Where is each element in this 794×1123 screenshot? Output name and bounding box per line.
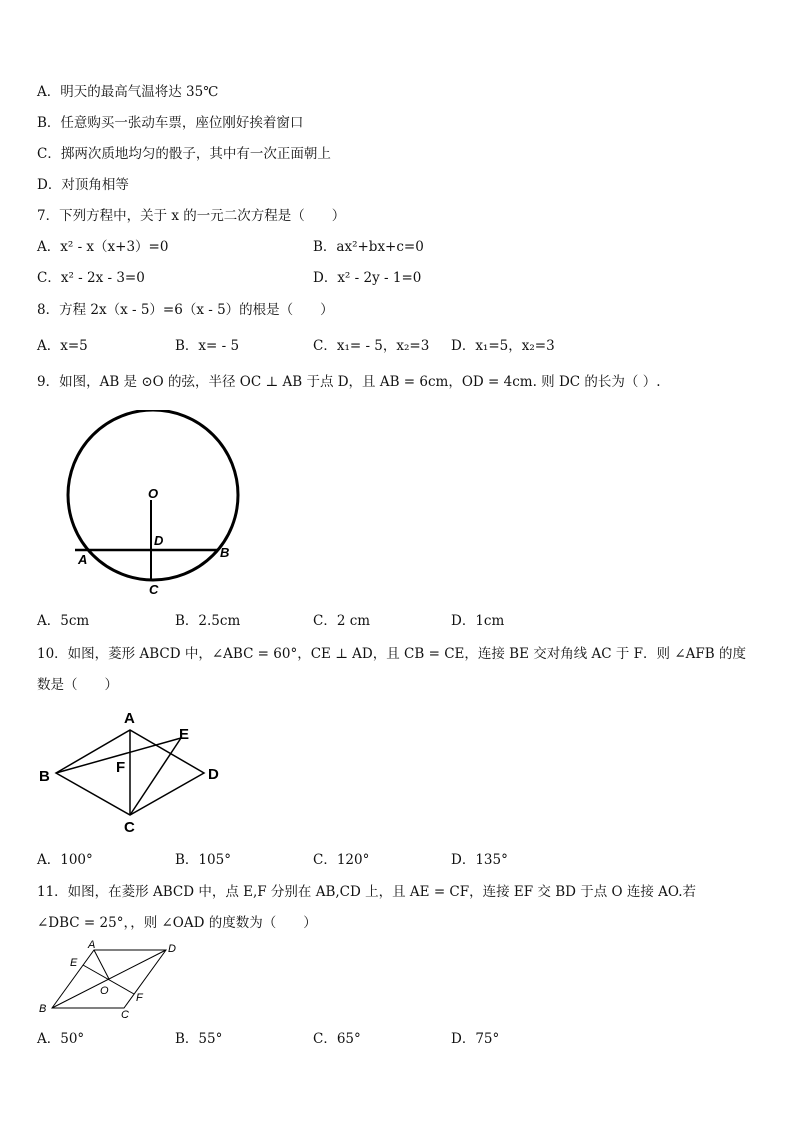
q10-stem-line-1: 10．如图，菱形 ABCD 中，∠ABC = 60°，CE ⊥ AD，且 CB = CE，连接 BE 交对角线 AC 于 F．则 ∠AFB 的度 xyxy=(37,646,746,662)
q9-option-c: C．2 cm xyxy=(313,613,371,629)
q6-option-c: C．掷两次质地均匀的骰子，其中有一次正面朝上 xyxy=(37,146,331,162)
q6-option-d: D．对顶角相等 xyxy=(37,177,129,193)
q9-label-a: A xyxy=(78,552,88,567)
q11-stem-line-2: ∠DBC = 25°，，则 ∠OAD 的度数为（ ） xyxy=(37,915,317,931)
q10-label-a: A xyxy=(124,710,135,727)
q8-option-c: C．x₁= - 5，x₂=3 xyxy=(313,338,430,354)
q7-option-d: D．x² - 2y - 1=0 xyxy=(313,270,422,286)
q10-option-a: A．100° xyxy=(37,852,93,868)
q9-option-a: A．5cm xyxy=(37,613,90,629)
q7-option-a: A．x² - x（x+3）=0 xyxy=(37,239,169,255)
q10-option-b: B．105° xyxy=(175,852,231,868)
q11-stem-line-1: 11．如图，在菱形 ABCD 中，点 E,F 分别在 AB,CD 上，且 AE = CF，连接 EF 交 BD 于点 O 连接 AO.若 xyxy=(37,884,697,900)
q10-label-f: F xyxy=(116,759,126,776)
q9-circle-figure xyxy=(60,410,260,600)
q7-option-c: C．x² - 2x - 3=0 xyxy=(37,270,145,286)
q6-option-b: B．任意购买一张动车票，座位刚好挨着窗口 xyxy=(37,115,304,131)
q10-option-d: D．135° xyxy=(451,852,508,868)
q8-option-d: D．x₁=5，x₂=3 xyxy=(451,338,555,354)
q11-option-a: A．50° xyxy=(37,1031,85,1047)
q11-segment-ao xyxy=(94,950,109,979)
q9-stem: 9．如图，AB 是 ⊙O 的弦，半径 OC ⊥ AB 于点 D，且 AB = 6cm，OD = 4cm. 则 DC 的长为（ ）. xyxy=(37,374,661,390)
q10-stem-line-2: 数是（ ） xyxy=(37,677,118,693)
q11-rhombus-figure xyxy=(36,938,186,1020)
q9-label-d: D xyxy=(154,533,164,548)
q6-option-a: A．明天的最高气温将达 35℃ xyxy=(37,84,219,100)
q9-label-b: B xyxy=(220,545,230,560)
q10-label-b: B xyxy=(39,768,50,785)
q8-stem: 8．方程 2x（x - 5）=6（x - 5）的根是（ ） xyxy=(37,302,334,318)
q10-option-c: C．120° xyxy=(313,852,370,868)
q9-label-c: C xyxy=(149,582,159,597)
q9-option-b: B．2.5cm xyxy=(175,613,241,629)
q8-option-b: B．x= - 5 xyxy=(175,338,240,354)
q7-option-b: B．ax²+bx+c=0 xyxy=(313,239,424,255)
q8-option-a: A．x=5 xyxy=(37,338,88,354)
q7-stem: 7．下列方程中，关于 x 的一元二次方程是（ ） xyxy=(37,208,346,224)
q11-label-e: E xyxy=(70,957,78,969)
q11-option-c: C．65° xyxy=(313,1031,361,1047)
q11-label-b: B xyxy=(39,1003,47,1015)
q11-label-f: F xyxy=(136,992,143,1004)
q9-option-d: D．1cm xyxy=(451,613,505,629)
q10-label-e: E xyxy=(179,726,190,743)
q9-label-o: O xyxy=(148,486,159,501)
q11-label-d: D xyxy=(168,943,176,955)
q11-option-d: D．75° xyxy=(451,1031,500,1047)
q11-label-o: O xyxy=(100,985,109,997)
q11-option-b: B．55° xyxy=(175,1031,223,1047)
q10-label-d: D xyxy=(208,766,219,783)
q10-label-c: C xyxy=(124,819,135,836)
q11-label-c: C xyxy=(121,1009,129,1020)
q10-rhombus-figure xyxy=(36,705,236,840)
q11-label-a: A xyxy=(88,939,96,951)
